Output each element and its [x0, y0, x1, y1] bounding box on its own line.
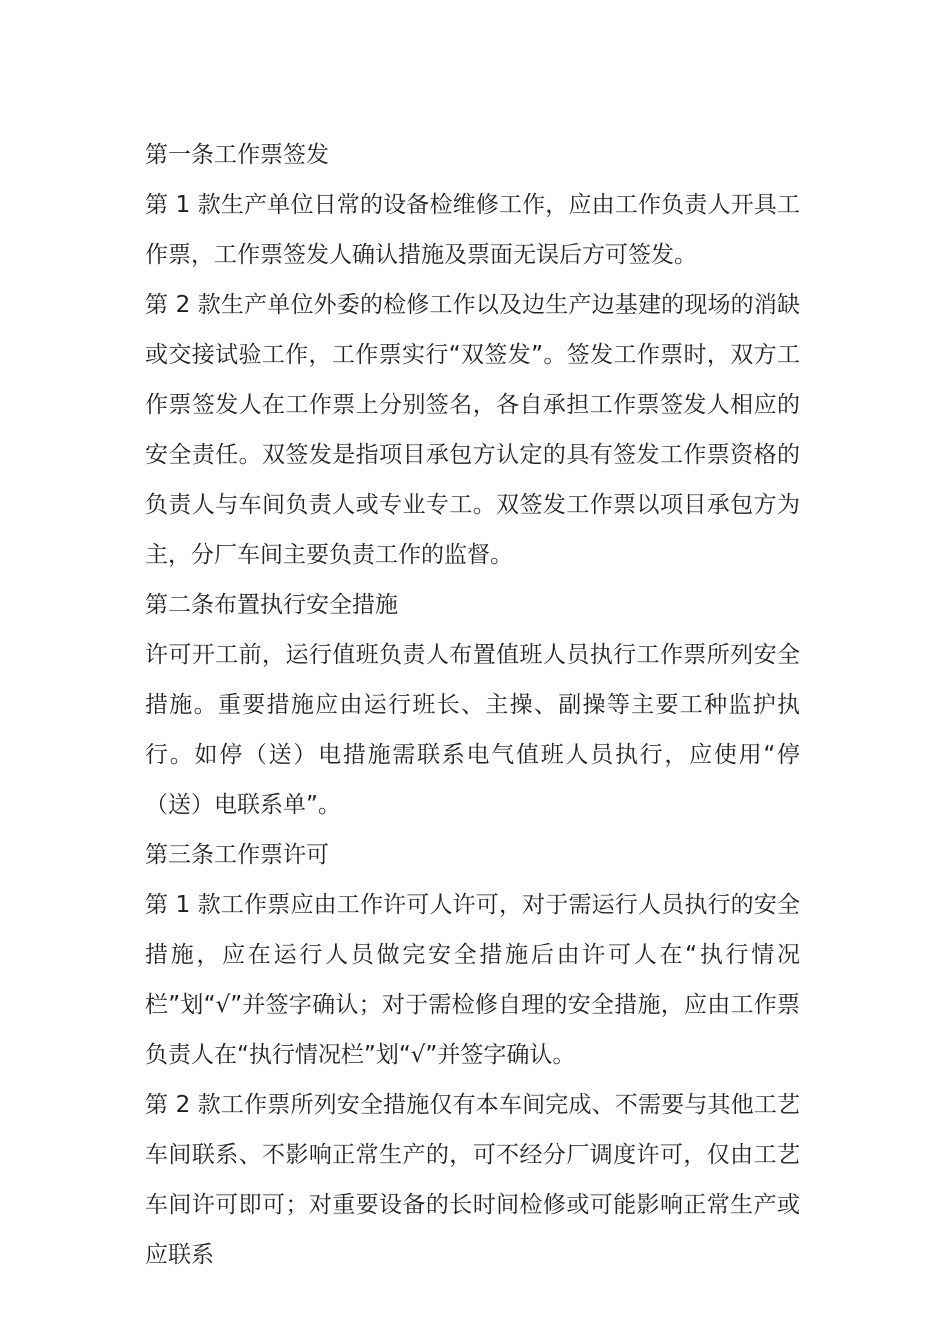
section-ticket-issuance [145, 130, 800, 580]
section-heading: 第三条工作票许可 [145, 842, 329, 868]
section-safety-measures [145, 580, 800, 830]
section-ticket-permit [145, 830, 800, 1280]
paragraph: 许可开工前，运行值班负责人布置值班人员执行工作票所列安全措施。重要措施应由运行班长、主操、副操等主要工种监护执行。如停（送）电措施需联系电气值班人员执行，应使用“停（送）电联系单”。 [145, 642, 800, 818]
paragraph: 第 1 款工作票应由工作许可人许可，对于需运行人员执行的安全措施，应在运行人员做完安全措施后由许可人在“执行情况栏”划“√”并签字确认；对于需检修自理的安全措施，应由工作票负责人在“执行情况栏”划“√”并签字确认。 [145, 892, 800, 1068]
paragraph: 第 1 款生产单位日常的设备检维修工作，应由工作负责人开具工作票，工作票签发人确认措施及票面无误后方可签发。 [145, 192, 800, 268]
section-heading: 第一条工作票签发 [145, 142, 329, 168]
paragraph: 第 2 款工作票所列安全措施仅有本车间完成、不需要与其他工艺车间联系、不影响正常生产的，可不经分厂调度许可，仅由工艺车间许可即可；对重要设备的长时间检修或可能影响正常生产或应联系 [145, 1092, 800, 1268]
section-heading: 第二条布置执行安全措施 [145, 592, 398, 618]
paragraph: 第 2 款生产单位外委的检修工作以及边生产边基建的现场的消缺或交接试验工作，工作票实行“双签发”。签发工作票时，双方工作票签发人在工作票上分别签名，各自承担工作票签发人相应的安全责任。双签发是指项目承包方认定的具有签发工作票资格的负责人与车间负责人或专业专工。双签发工作票以项目承包方为主，分厂车间主要负责工作的监督。 [145, 292, 800, 568]
